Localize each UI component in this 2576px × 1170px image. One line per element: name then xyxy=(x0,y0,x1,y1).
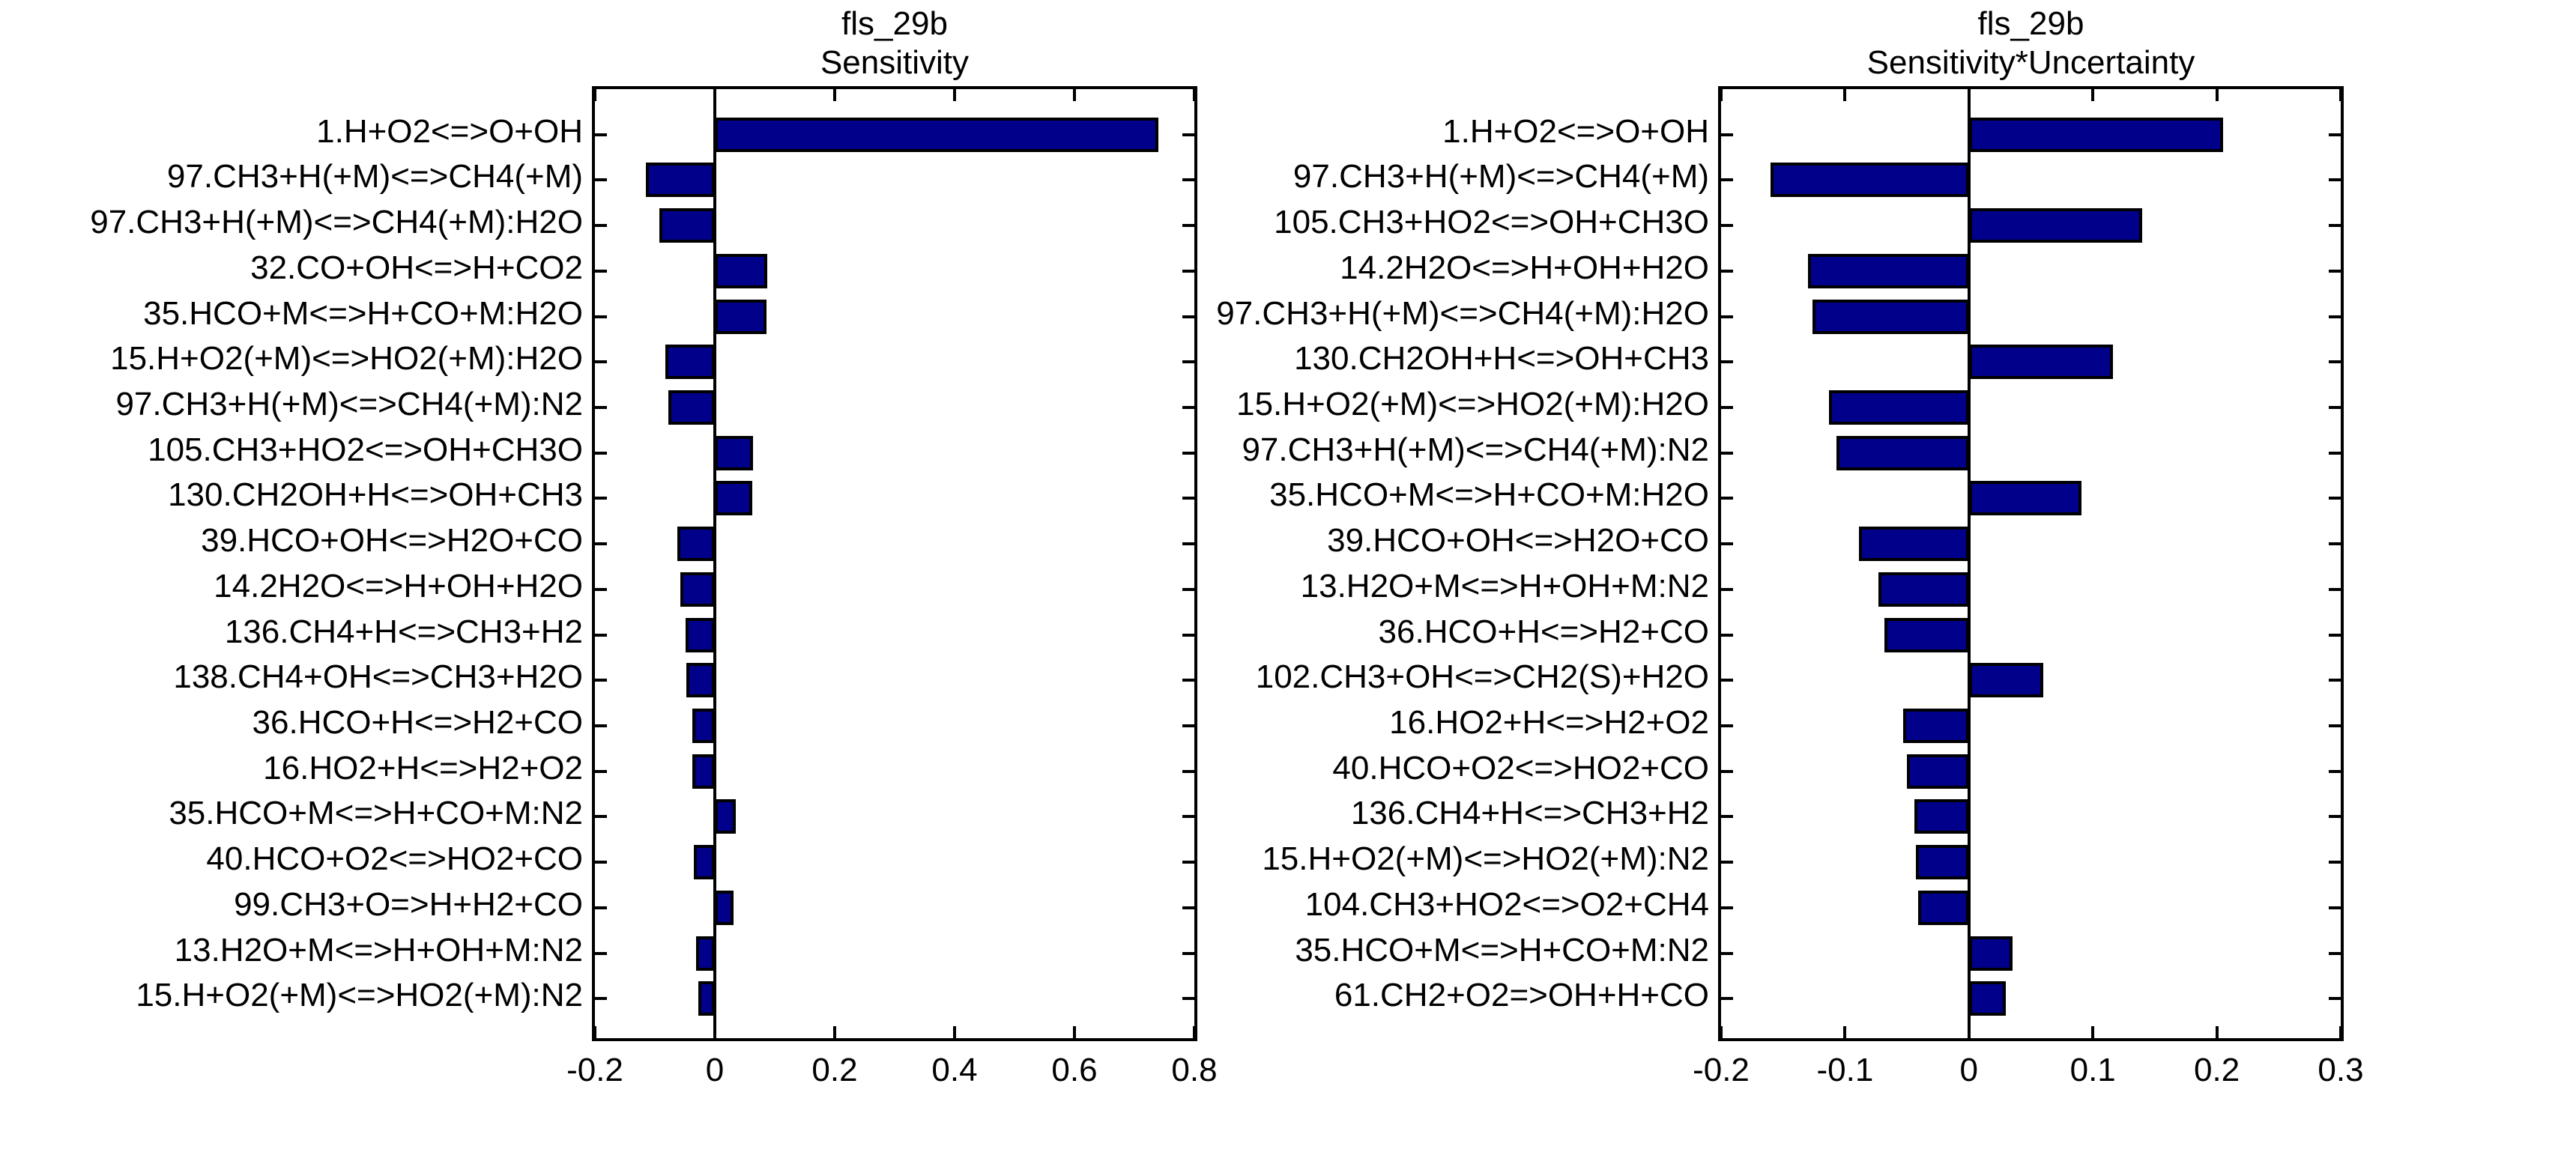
x-axis-tick xyxy=(1193,1026,1196,1038)
y-axis-tick xyxy=(1182,679,1194,682)
y-axis-tick xyxy=(1721,133,1733,136)
y-axis-tick xyxy=(1182,315,1194,318)
x-axis-tick xyxy=(1193,89,1196,101)
plot-area-sensitivity-uncertainty xyxy=(1718,86,2344,1041)
bar xyxy=(665,345,715,379)
bar xyxy=(1771,163,1969,197)
y-axis-tick xyxy=(1721,679,1733,682)
y-tick-label: 97.CH3+H(+M)<=>CH4(+M) xyxy=(166,158,583,195)
y-axis-tick xyxy=(1182,542,1194,545)
y-axis-tick xyxy=(1721,997,1733,1000)
bar xyxy=(1836,436,1969,470)
bar xyxy=(659,208,715,243)
x-axis-tick xyxy=(2339,1026,2342,1038)
y-axis-tick xyxy=(1182,634,1194,637)
y-axis-tick xyxy=(1721,178,1733,181)
y-axis-tick xyxy=(595,815,607,818)
y-axis-tick xyxy=(1182,997,1194,1000)
y-axis-tick xyxy=(1721,770,1733,773)
y-tick-label: 97.CH3+H(+M)<=>CH4(+M) xyxy=(1292,158,1709,195)
y-axis-tick xyxy=(595,133,607,136)
y-axis-tick xyxy=(2329,178,2341,181)
x-axis-tick xyxy=(2216,89,2219,101)
x-tick-label: 0.3 xyxy=(2318,1052,2364,1088)
x-tick-label: 0 xyxy=(1959,1052,1979,1088)
y-tick-label: 15.H+O2(+M)<=>HO2(+M):N2 xyxy=(136,977,583,1014)
y-axis-tick xyxy=(595,861,607,864)
y-axis-tick xyxy=(595,360,607,363)
y-tick-label: 14.2H2O<=>H+OH+H2O xyxy=(214,567,583,604)
y-axis-tick xyxy=(1721,724,1733,727)
x-tick-label: 0.4 xyxy=(931,1052,978,1088)
y-tick-label: 39.HCO+OH<=>H2O+CO xyxy=(1327,522,1709,560)
y-axis-tick xyxy=(1182,815,1194,818)
y-tick-label: 1.H+O2<=>O+OH xyxy=(1442,112,1709,150)
y-axis-tick xyxy=(2329,588,2341,591)
x-axis-tick xyxy=(1073,1026,1076,1038)
bar xyxy=(715,891,734,925)
y-axis-tick xyxy=(2329,270,2341,273)
y-axis-tick xyxy=(595,542,607,545)
y-axis-tick xyxy=(595,952,607,955)
y-axis-tick xyxy=(595,634,607,637)
y-axis-tick xyxy=(1721,406,1733,409)
x-tick-label: 0.8 xyxy=(1171,1052,1218,1088)
y-axis-tick xyxy=(1182,178,1194,181)
y-axis-tick xyxy=(2329,906,2341,909)
y-tick-label: 16.HO2+H<=>H2+O2 xyxy=(1389,704,1709,741)
y-tick-label: 35.HCO+M<=>H+CO+M:N2 xyxy=(169,795,583,832)
y-axis-tick xyxy=(1721,315,1733,318)
x-axis-tick xyxy=(2216,1026,2219,1038)
y-tick-label: 40.HCO+O2<=>HO2+CO xyxy=(206,840,583,878)
y-tick-label: 15.H+O2(+M)<=>HO2(+M):N2 xyxy=(1262,840,1709,878)
y-axis-tick xyxy=(1182,724,1194,727)
bar xyxy=(1918,891,1969,925)
y-axis-tick xyxy=(595,315,607,318)
y-axis-tick xyxy=(1721,906,1733,909)
y-axis-tick xyxy=(595,588,607,591)
bar xyxy=(1969,663,2043,697)
x-axis-tick xyxy=(1720,89,1723,101)
y-axis-tick xyxy=(1182,861,1194,864)
x-axis-tick xyxy=(833,1026,836,1038)
bar xyxy=(715,436,753,470)
y-axis-tick xyxy=(1721,270,1733,273)
y-tick-label: 61.CH2+O2=>OH+H+CO xyxy=(1334,977,1709,1014)
bar xyxy=(696,936,715,971)
x-axis-tick xyxy=(1720,1026,1723,1038)
bar xyxy=(680,572,715,607)
bar xyxy=(692,754,715,789)
bar xyxy=(686,618,715,652)
y-axis-tick xyxy=(1182,360,1194,363)
bar xyxy=(1859,527,1969,561)
bar xyxy=(677,527,715,561)
bar xyxy=(1829,390,1969,425)
y-axis-tick xyxy=(2329,542,2341,545)
plot-title xyxy=(592,4,1197,82)
y-axis-tick xyxy=(595,997,607,1000)
y-tick-label: 105.CH3+HO2<=>OH+CH3O xyxy=(148,431,583,468)
y-tick-label: 14.2H2O<=>H+OH+H2O xyxy=(1340,249,1709,286)
plot-title xyxy=(1718,4,2344,82)
y-axis-tick xyxy=(1721,224,1733,227)
y-tick-label: 97.CH3+H(+M)<=>CH4(+M):N2 xyxy=(1242,431,1709,468)
y-axis-tick xyxy=(2329,133,2341,136)
y-tick-label: 136.CH4+H<=>CH3+H2 xyxy=(1350,795,1709,832)
y-axis-tick xyxy=(1721,497,1733,500)
y-tick-label: 1.H+O2<=>O+OH xyxy=(316,112,583,150)
bar xyxy=(1884,618,1968,652)
y-axis-tick xyxy=(2329,724,2341,727)
bar xyxy=(698,981,715,1016)
x-axis-tick xyxy=(1843,89,1846,101)
y-tick-label: 39.HCO+OH<=>H2O+CO xyxy=(201,522,583,560)
bar xyxy=(694,845,715,879)
y-tick-label: 36.HCO+H<=>H2+CO xyxy=(1378,613,1709,650)
y-tick-label: 102.CH3+OH<=>CH2(S)+H2O xyxy=(1255,658,1709,696)
y-axis-tick xyxy=(1721,952,1733,955)
y-axis-tick xyxy=(2329,679,2341,682)
y-tick-label: 15.H+O2(+M)<=>HO2(+M):H2O xyxy=(1236,386,1709,422)
y-axis-tick xyxy=(1721,861,1733,864)
y-tick-label: 105.CH3+HO2<=>OH+CH3O xyxy=(1274,204,1709,241)
x-axis-tick xyxy=(1843,1026,1846,1038)
x-axis-tick xyxy=(2091,1026,2094,1038)
y-tick-label: 35.HCO+M<=>H+CO+M:H2O xyxy=(143,294,583,332)
x-axis-tick xyxy=(1968,89,1971,101)
y-axis-tick xyxy=(2329,360,2341,363)
y-axis-tick xyxy=(1721,634,1733,637)
y-axis-tick xyxy=(2329,497,2341,500)
y-axis-tick xyxy=(1182,497,1194,500)
y-tick-label: 130.CH2OH+H<=>OH+CH3 xyxy=(1294,340,1709,378)
y-axis-tick xyxy=(1721,360,1733,363)
y-axis-tick xyxy=(1182,952,1194,955)
x-tick-label: 0.2 xyxy=(2194,1052,2240,1088)
bar xyxy=(715,254,767,288)
y-tick-label: 36.HCO+H<=>H2+CO xyxy=(252,704,583,741)
plot-area-sensitivity xyxy=(592,86,1197,1041)
y-tick-label: 32.CO+OH<=>H+CO2 xyxy=(250,249,583,286)
x-tick-label: -0.1 xyxy=(1816,1052,1874,1088)
y-tick-label: 13.H2O+M<=>H+OH+M:N2 xyxy=(174,931,583,969)
x-tick-label: 0.2 xyxy=(811,1052,858,1088)
y-axis-tick xyxy=(595,724,607,727)
y-axis-tick xyxy=(2329,224,2341,227)
y-axis-tick xyxy=(2329,952,2341,955)
y-tick-label: 136.CH4+H<=>CH3+H2 xyxy=(224,613,583,650)
bar xyxy=(1903,709,1969,743)
y-tick-label: 97.CH3+H(+M)<=>CH4(+M):N2 xyxy=(115,386,583,422)
x-tick-label: 0.1 xyxy=(2069,1052,2116,1088)
y-axis-tick xyxy=(1182,224,1194,227)
bar xyxy=(1969,936,2013,971)
bar xyxy=(668,390,715,425)
y-axis-tick xyxy=(1182,406,1194,409)
x-axis-tick xyxy=(953,1026,956,1038)
y-axis-tick xyxy=(2329,406,2341,409)
x-tick-label: 0.6 xyxy=(1051,1052,1098,1088)
y-axis-tick xyxy=(595,406,607,409)
bar xyxy=(1812,300,1968,334)
y-tick-label: 35.HCO+M<=>H+CO+M:N2 xyxy=(1295,931,1709,969)
y-axis-tick xyxy=(1721,815,1733,818)
y-axis-tick xyxy=(2329,452,2341,455)
y-axis-tick xyxy=(595,679,607,682)
bar xyxy=(1969,208,2143,243)
y-tick-label: 99.CH3+O=>H+H2+CO xyxy=(234,885,583,923)
x-axis-tick xyxy=(713,89,716,101)
bar xyxy=(715,118,1158,152)
x-axis-tick xyxy=(833,89,836,101)
plot-title-line2: Sensitivity xyxy=(820,44,970,81)
bar xyxy=(1969,118,2223,152)
x-axis-tick xyxy=(953,89,956,101)
bar xyxy=(1969,981,2007,1016)
x-axis-tick xyxy=(2091,89,2094,101)
plot-title-line1: fls_29b xyxy=(841,5,948,42)
bar xyxy=(1907,754,1969,789)
y-axis-tick xyxy=(1182,133,1194,136)
y-tick-label: 15.H+O2(+M)<=>HO2(+M):H2O xyxy=(110,340,583,378)
y-tick-label: 104.CH3+HO2<=>O2+CH4 xyxy=(1304,885,1709,923)
y-tick-label: 13.H2O+M<=>H+OH+M:N2 xyxy=(1300,567,1709,604)
x-axis-tick xyxy=(593,1026,596,1038)
bar xyxy=(686,663,715,697)
x-axis-tick xyxy=(713,1026,716,1038)
bar xyxy=(715,481,752,515)
plot-title-line2: Sensitivity*Uncertainty xyxy=(1866,44,2195,81)
x-tick-label: -0.2 xyxy=(566,1052,623,1088)
bar xyxy=(646,163,715,197)
bar xyxy=(1808,254,1969,288)
y-axis-tick xyxy=(2329,815,2341,818)
y-tick-label: 35.HCO+M<=>H+CO+M:H2O xyxy=(1269,476,1709,514)
y-axis-tick xyxy=(1182,906,1194,909)
x-tick-label: -0.2 xyxy=(1693,1052,1750,1088)
y-axis-tick xyxy=(2329,997,2341,1000)
bar xyxy=(715,799,736,834)
y-axis-tick xyxy=(1182,588,1194,591)
y-tick-label: 138.CH4+OH<=>CH3+H2O xyxy=(173,658,583,696)
y-axis-tick xyxy=(1182,270,1194,273)
y-axis-tick xyxy=(595,224,607,227)
y-axis-tick xyxy=(595,770,607,773)
y-axis-tick xyxy=(595,906,607,909)
y-axis-tick xyxy=(2329,315,2341,318)
y-axis-tick xyxy=(2329,861,2341,864)
y-tick-label: 40.HCO+O2<=>HO2+CO xyxy=(1332,749,1709,786)
bar xyxy=(1969,345,2113,379)
y-axis-tick xyxy=(595,178,607,181)
y-axis-tick xyxy=(595,497,607,500)
bar xyxy=(1878,572,1969,607)
y-axis-tick xyxy=(1721,542,1733,545)
y-tick-label: 97.CH3+H(+M)<=>CH4(+M):H2O xyxy=(90,204,583,241)
bar xyxy=(1969,481,2082,515)
x-axis-tick xyxy=(1968,1026,1971,1038)
x-axis-tick xyxy=(593,89,596,101)
y-axis-tick xyxy=(2329,634,2341,637)
y-tick-label: 130.CH2OH+H<=>OH+CH3 xyxy=(168,476,583,514)
y-axis-tick xyxy=(1721,452,1733,455)
y-axis-tick xyxy=(595,270,607,273)
y-tick-label: 16.HO2+H<=>H2+O2 xyxy=(263,749,583,786)
bar xyxy=(715,300,767,334)
x-axis-tick xyxy=(1073,89,1076,101)
bar xyxy=(1916,845,1969,879)
x-axis-tick xyxy=(2339,89,2342,101)
bar xyxy=(1914,799,1969,834)
plot-title-line1: fls_29b xyxy=(1977,5,2084,42)
bar xyxy=(692,709,715,743)
y-axis-tick xyxy=(595,452,607,455)
y-axis-tick xyxy=(2329,770,2341,773)
y-axis-tick xyxy=(1182,452,1194,455)
x-tick-label: 0 xyxy=(705,1052,725,1088)
y-axis-tick xyxy=(1182,770,1194,773)
y-axis-tick xyxy=(1721,588,1733,591)
y-tick-label: 97.CH3+H(+M)<=>CH4(+M):H2O xyxy=(1216,294,1709,332)
